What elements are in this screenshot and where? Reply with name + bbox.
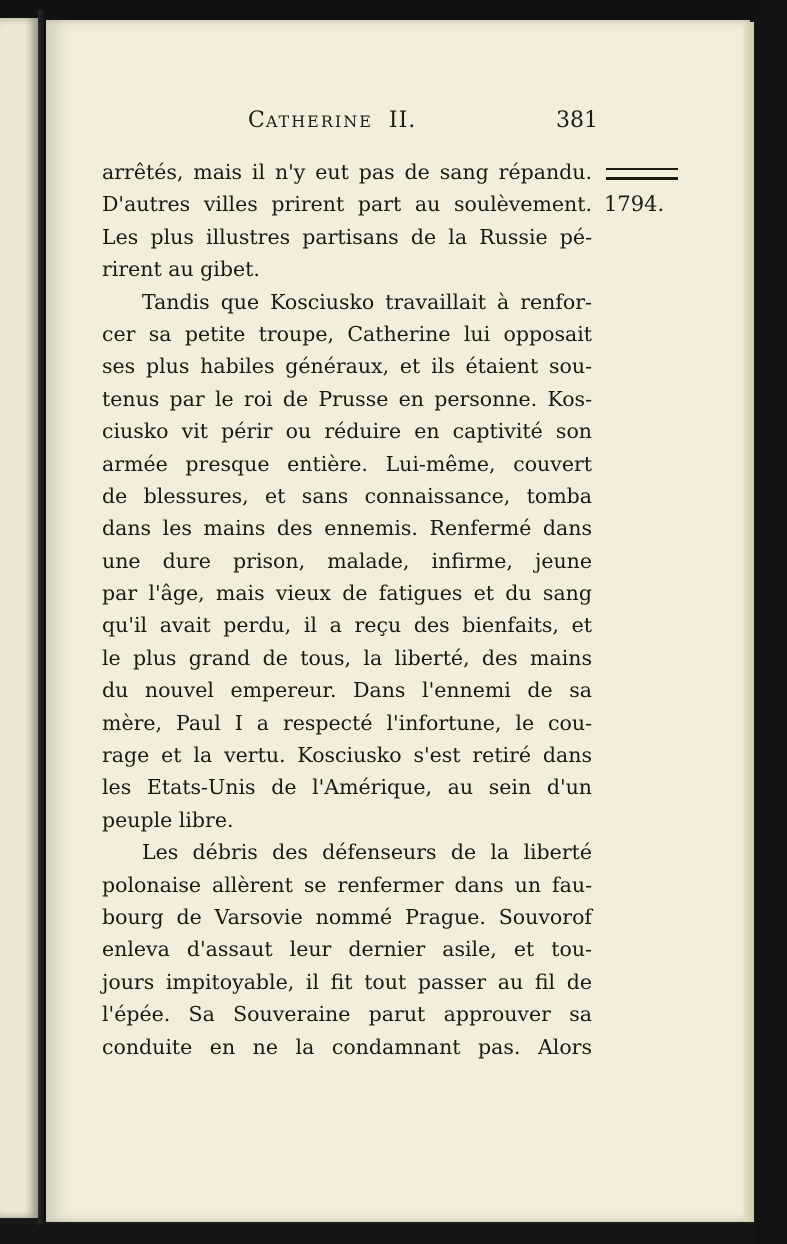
page-fore-edge (744, 22, 754, 1222)
running-title-smallcaps: ATHERINE (265, 112, 373, 131)
margin-rule (606, 168, 678, 180)
text-line: peuple libre. (102, 807, 234, 832)
text-line: qu'il avait perdu, il a reçu des bienfaits, et (102, 613, 592, 638)
text-line: conduite en ne la condamnant pas. Alors (102, 1034, 592, 1059)
text-line: les Etats-Unis de l'Amérique, au sein d'un (102, 775, 592, 800)
scan-bottom-border (0, 1224, 787, 1244)
text-line: armée presque entière. Lui-même, couvert (102, 451, 592, 476)
text-line: le plus grand de tous, la liberté, des mains (102, 645, 592, 670)
text-line: rirent au gibet. (102, 257, 260, 282)
text-line: arrêtés, mais il n'y eut pas de sang répandu. (102, 160, 592, 184)
scan-top-border (0, 0, 787, 20)
running-title (248, 108, 416, 133)
text-line: mère, Paul I a respecté l'infortune, le cou- (102, 710, 592, 735)
facing-page-edge (0, 18, 38, 1218)
scan-right-border (755, 0, 787, 1244)
text-line: du nouvel empereur. Dans l'ennemi de sa (102, 678, 592, 703)
running-title-number: II. (388, 108, 417, 133)
text-line: bourg de Varsovie nommé Prague. Souvorof (102, 904, 592, 929)
text-line: jours impitoyable, il fit tout passer au fil de (102, 969, 592, 994)
text-line: D'autres villes prirent part au soulèvement. (102, 192, 592, 217)
text-line: Tandis que Kosciusko travaillait à renfor- (142, 289, 592, 314)
text-line: enleva d'assaut leur dernier asile, et tou- (102, 937, 592, 962)
text-line: Les débris des défenseurs de la liberté (142, 840, 592, 865)
text-line: une dure prison, malade, infirme, jeune (102, 548, 592, 573)
text-line: de blessures, et sans connaissance, tomba (102, 483, 592, 508)
text-line: polonaise allèrent se renfermer dans un fau- (102, 872, 592, 897)
body-text (102, 156, 592, 1063)
page-number: 381 (556, 108, 598, 133)
text-line: Les plus illustres partisans de la Russie pé- (102, 224, 592, 249)
text-line: dans les mains des ennemis. Renfermé dans (102, 516, 592, 541)
running-head (248, 108, 598, 142)
text-line: tenus par le roi de Prusse en personne. Kos- (102, 386, 592, 411)
text-line: ses plus habiles généraux, et ils étaient sou- (102, 354, 592, 379)
text-line: cer sa petite troupe, Catherine lui opposait (102, 321, 592, 346)
text-line: ciusko vit périr ou réduire en captivité son (102, 419, 592, 444)
text-line: par l'âge, mais vieux de fatigues et du sang (102, 581, 592, 606)
text-line: rage et la vertu. Kosciusko s'est retiré dans (102, 743, 592, 768)
running-title-initial: C (248, 108, 266, 133)
text-line: l'épée. Sa Souveraine parut approuver sa (102, 1002, 592, 1027)
book-gutter (38, 10, 46, 1225)
margin-year: 1794. (604, 192, 665, 216)
